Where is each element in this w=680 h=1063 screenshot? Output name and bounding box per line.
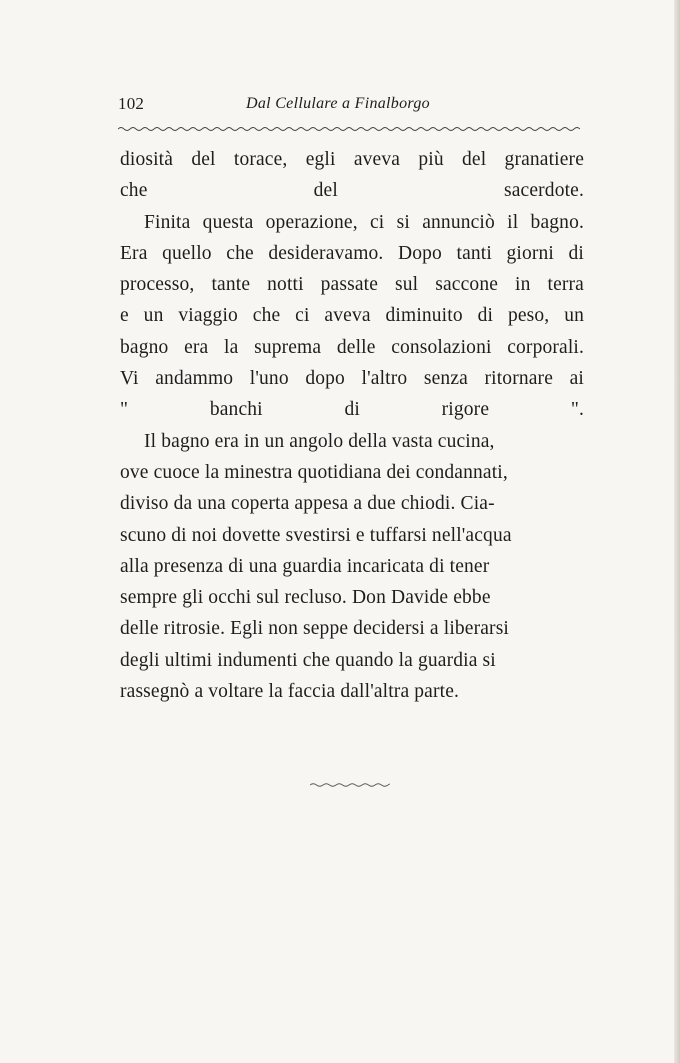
page-edge	[674, 0, 680, 1063]
text-line: ove cuoce la minestra quotidiana dei condannati,	[120, 461, 508, 483]
text-line: " banchi di rigore ".	[120, 399, 584, 421]
text-line: bagno era la suprema delle consolazioni corporali.	[120, 336, 584, 358]
running-title: Dal Cellulare a Finalborgo	[246, 95, 430, 112]
text-line: e un viaggio che ci aveva diminuito di peso, un	[120, 305, 584, 327]
text-line: degli ultimi indumenti che quando la guardia si	[120, 649, 496, 671]
page-number: 102	[118, 94, 145, 113]
paragraph-1	[120, 144, 584, 207]
text-line: delle ritrosie. Egli non seppe decidersi a liberarsi	[120, 618, 510, 640]
body-text	[120, 144, 584, 707]
text-line: che del sacerdote.	[120, 180, 584, 202]
text-line: rassegnò a voltare la faccia dall'altra parte.	[120, 681, 460, 703]
text-line: Era quello che desideravamo. Dopo tanti giorni di	[120, 242, 584, 264]
text-line: sempre gli occhi sul recluso. Don Davide ebbe	[120, 587, 491, 609]
text-line: processo, tante notti passate sul saccone in terra	[120, 274, 584, 296]
text-line: scuno di noi dovette svestirsi e tuffarsi nell'acqua	[120, 524, 512, 546]
end-ornament	[310, 779, 390, 791]
running-head	[118, 94, 586, 118]
paragraph-3	[120, 426, 584, 708]
wavy-rule	[118, 122, 580, 136]
text-line: Finita questa operazione, ci si annunciò il bagno.	[144, 211, 584, 233]
text-line: diosità del torace, egli aveva più del granatiere	[120, 149, 584, 170]
text-line: Il bagno era in un angolo della vasta cucina,	[144, 430, 495, 452]
text-line: Vi andammo l'uno dopo l'altro senza ritornare ai	[120, 368, 584, 390]
paragraph-2	[120, 207, 584, 426]
text-line: diviso da una coperta appesa a due chiodi. Cia-	[120, 493, 495, 515]
text-line: alla presenza di una guardia incaricata di tener	[120, 555, 490, 577]
